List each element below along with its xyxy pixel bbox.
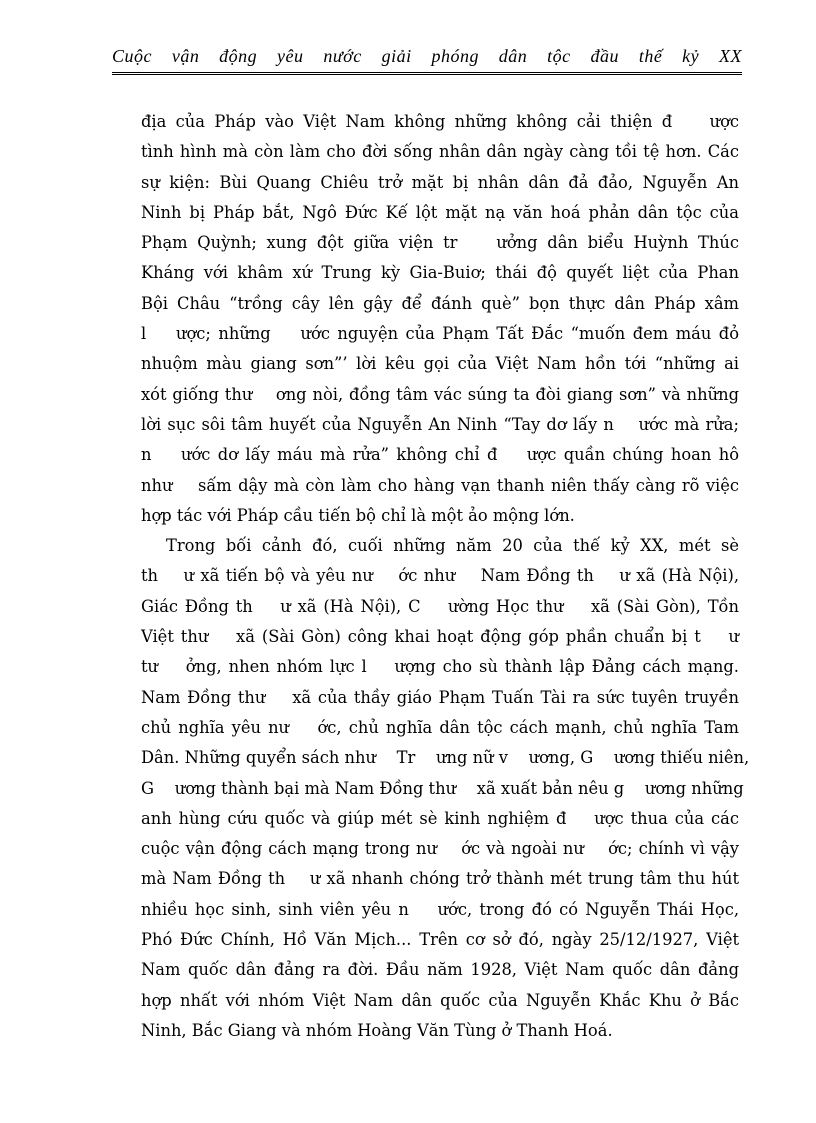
text-line: lời sục sôi tâm huyết của Nguyễn An Ninh “Tay dơ lấy n ước mà rửa; xyxy=(141,414,739,434)
text-line: l ược; những ước nguyện của Phạm Tất Đắc “muốn đem máu đỏ xyxy=(141,324,739,344)
text-line: nhuộm màu giang sơn”’ lời kêu gọi của Việt Nam hồn tới “những ai xyxy=(141,354,739,374)
running-header xyxy=(112,44,742,75)
text-line: mà Nam Đồng th ư xã nhanh chóng trở thành mét trung tâm thu hút xyxy=(141,869,739,889)
text-line: Dân. Những quyển sách như Tr ưng nữ v ương, G ương thiếu niên, xyxy=(141,748,750,768)
text-line: hợp nhất với nhóm Việt Nam dân quốc của Nguyễn Khắc Khu ở Bắc xyxy=(141,990,739,1010)
text-line: sự kiện: Bùi Quang Chiêu trở mặt bị nhân dân đả đảo, Nguyễn An xyxy=(141,172,739,192)
paragraph-2 xyxy=(141,531,750,1046)
text-line: Giác Đồng th ư xã (Hà Nội), C ường Học thư xã (Sài Gòn), Tồn xyxy=(141,596,739,616)
text-line: Nam quốc dân đảng ra đời. Đầu năm 1928, Việt Nam quốc dân đảng xyxy=(141,960,739,980)
text-line: cuộc vận động cách mạng trong nư ớc và ngoài nư ớc; chính vì vậy xyxy=(141,839,739,859)
text-line: G ương thành bại mà Nam Đồng thư xã xuất bản nêu g ương những xyxy=(141,778,744,798)
text-line: Nam Đồng thư xã của thầy giáo Phạm Tuấn Tài ra sức tuyên truyền xyxy=(141,687,739,707)
text-line: xót giống thư ơng nòi, đồng tâm vác súng ta đòi giang sơn” và những xyxy=(141,384,739,404)
text-line: Ninh, Bắc Giang và nhóm Hoàng Văn Tùng ở Thanh Hoá. xyxy=(141,1020,613,1040)
text-line: Bội Châu “trồng cây lên gậy để đánh què” bọn thực dân Pháp xâm xyxy=(141,293,739,313)
body-text xyxy=(141,107,750,1046)
text-line: như sấm dậy mà còn làm cho hàng vạn thanh niên thấy càng rõ việc xyxy=(141,475,739,495)
text-line: n ước dơ lấy máu mà rửa” không chỉ đ ược quần chúng hoan hô xyxy=(141,445,739,465)
text-line: Việt thư xã (Sài Gòn) công khai hoạt động góp phần chuẩn bị t ư xyxy=(141,627,739,647)
text-line: nhiều học sinh, sinh viên yêu n ước, trong đó có Nguyễn Thái Học, xyxy=(141,899,739,919)
header-title: Cuộc vận động yêu nước giải phóng dân tộc đầu thế kỷ XX xyxy=(112,46,742,66)
paragraph-1 xyxy=(141,107,739,531)
text-line: tình hình mà còn làm cho đời sống nhân dân ngày càng tồi tệ hơn. Các xyxy=(141,142,739,162)
text-line: th ư xã tiến bộ và yêu nư ớc như Nam Đồng th ư xã (Hà Nội), xyxy=(141,566,739,586)
text-line: tư ởng, nhen nhóm lực l ượng cho sù thành lập Đảng cách mạng. xyxy=(141,657,739,677)
text-line: chủ nghĩa yêu nư ớc, chủ nghĩa dân tộc cách mạnh, chủ nghĩa Tam xyxy=(141,717,739,737)
text-line: anh hùng cứu quốc và giúp mét sè kinh nghiệm đ ược thua của các xyxy=(141,808,739,828)
text-line: Kháng với khâm xứ Trung kỳ Gia-Buiơ; thái độ quyết liệt của Phan xyxy=(141,263,739,283)
text-line: Trong bối cảnh đó, cuối những năm 20 của thế kỷ XX, mét sè xyxy=(166,536,739,556)
text-line: Phạm Quỳnh; xung đột giữa viện tr ưởng dân biểu Huỳnh Thúc xyxy=(141,233,739,253)
text-line: Ninh bị Pháp bắt, Ngô Đức Kế lột mặt nạ văn hoá phản dân tộc của xyxy=(141,202,739,222)
text-line: hợp tác với Pháp cầu tiến bộ chỉ là một ảo mộng lớn. xyxy=(141,505,575,525)
text-line: Phó Đức Chính, Hồ Văn Mịch... Trên cơ sở đó, ngày 25/12/1927, Việt xyxy=(141,930,739,950)
text-line: địa của Pháp vào Việt Nam không những không cải thiện đ ược xyxy=(141,112,739,131)
